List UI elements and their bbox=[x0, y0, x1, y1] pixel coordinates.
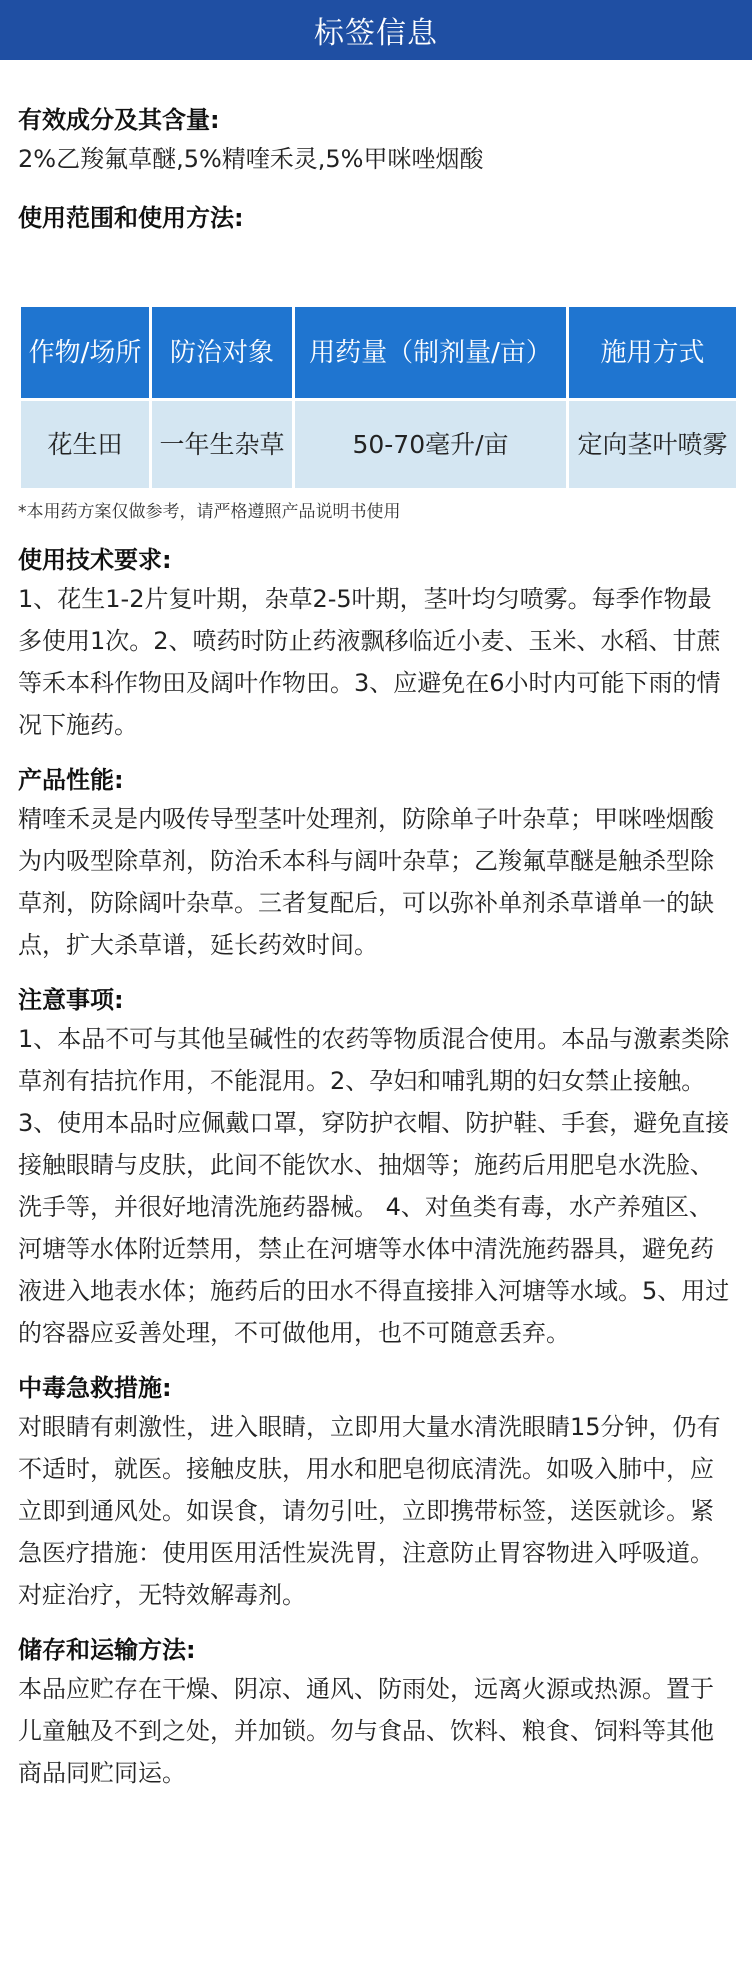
table-cell-crop: 花生田 bbox=[20, 400, 151, 490]
first-aid-section bbox=[18, 1370, 734, 1616]
table-header-row bbox=[20, 306, 738, 400]
ingredients-heading: 有效成分及其含量: bbox=[18, 106, 220, 134]
first-aid-heading: 中毒急救措施: bbox=[18, 1374, 172, 1402]
label-content bbox=[0, 102, 752, 1794]
performance-section bbox=[18, 762, 734, 966]
performance-heading: 产品性能: bbox=[18, 766, 124, 794]
storage-heading: 储存和运输方法: bbox=[18, 1636, 196, 1664]
table-cell-target: 一年生杂草 bbox=[151, 400, 294, 490]
table-header-method: 施用方式 bbox=[568, 306, 738, 400]
ingredients-section bbox=[18, 102, 734, 180]
technical-heading: 使用技术要求: bbox=[18, 546, 172, 574]
precautions-section bbox=[18, 982, 734, 1354]
ingredients-text: 2%乙羧氟草醚,5%精喹禾灵,5%甲咪唑烟酸 bbox=[18, 145, 484, 173]
page-title: 标签信息 bbox=[314, 16, 438, 51]
usage-table bbox=[18, 304, 739, 491]
performance-text: 精喹禾灵是内吸传导型茎叶处理剂，防除单子叶杂草；甲咪唑烟酸为内吸型除草剂，防治禾本科与阔叶杂草；乙羧氟草醚是触杀型除草剂，防除阔叶杂草。三者复配后，可以弥补单剂杀草谱单一的缺点，扩大杀草谱，延长药效时间。 bbox=[18, 805, 714, 959]
precautions-text: 1、本品不可与其他呈碱性的农药等物质混合使用。本品与激素类除草剂有拮抗作用，不能混用。2、孕妇和哺乳期的妇女禁止接触。3、使用本品时应佩戴口罩，穿防护衣帽、防护鞋、手套，避免直接接触眼睛与皮肤，此间不能饮水、抽烟等；施药后用肥皂水洗脸、洗手等，并很好地清洗施药器械。 4、对鱼类有毒，水产养殖区、河塘等水体附近禁用，禁止在河塘等水体中清洗施药器具，避免药液进入地表水体；施药后的田水不得直接排入河塘等水域。5、用过的容器应妥善处理，不可做他用，也不可随意丢弃。 bbox=[18, 1025, 730, 1347]
precautions-heading: 注意事项: bbox=[18, 986, 124, 1014]
usage-section bbox=[18, 200, 734, 525]
usage-heading: 使用范围和使用方法: bbox=[18, 204, 244, 232]
technical-section bbox=[18, 542, 734, 746]
table-header-dosage: 用药量（制剂量/亩） bbox=[294, 306, 568, 400]
header-bar bbox=[0, 0, 752, 60]
table-cell-method: 定向茎叶喷雾 bbox=[568, 400, 738, 490]
first-aid-text: 对眼睛有刺激性，进入眼睛，立即用大量水清洗眼睛15分钟，仍有不适时，就医。接触皮肤，用水和肥皂彻底清洗。如吸入肺中，应立即到通风处。如误食，请勿引吐，立即携带标签，送医就诊。紧急医疗措施：使用医用活性炭洗胃，注意防止胃容物进入呼吸道。对症治疗，无特效解毒剂。 bbox=[18, 1413, 721, 1609]
table-header-target: 防治对象 bbox=[151, 306, 294, 400]
table-cell-dosage: 50-70毫升/亩 bbox=[294, 400, 568, 490]
storage-text: 本品应贮存在干燥、阴凉、通风、防雨处，远离火源或热源。置于儿童触及不到之处，并加锁。勿与食品、饮料、粮食、饲料等其他商品同贮同运。 bbox=[18, 1675, 714, 1787]
table-row bbox=[20, 400, 738, 490]
technical-text: 1、花生1-2片复叶期，杂草2-5叶期，茎叶均匀喷雾。每季作物最多使用1次。2、喷药时防止药液飘移临近小麦、玉米、水稻、甘蔗等禾本科作物田及阔叶作物田。3、应避免在6小时内可能下雨的情况下施药。 bbox=[18, 585, 721, 739]
table-header-crop: 作物/场所 bbox=[20, 306, 151, 400]
table-note: *本用药方案仅做参考，请严格遵照产品说明书使用 bbox=[18, 502, 401, 522]
storage-section bbox=[18, 1632, 734, 1794]
